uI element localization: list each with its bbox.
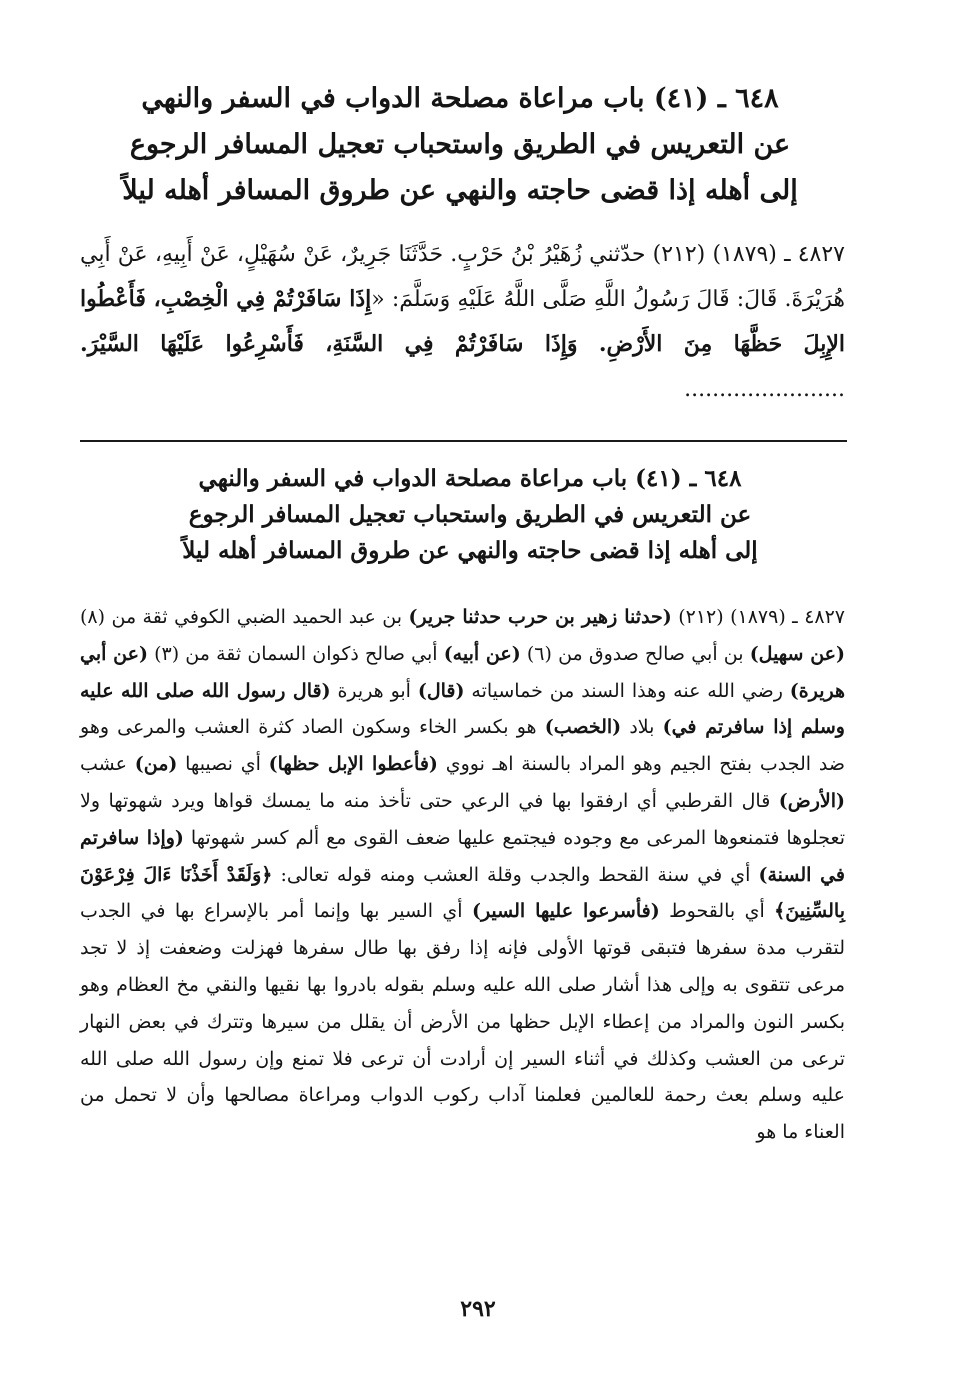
hadith-chain: ٤٨٢٧ ـ (١٨٧٩) (٢١٢) حدّثني زُهَيْرُ بْنُ حَرْبٍ. حَدَّثَنَا جَرِيرٌ، عَنْ سُهَيْلٍ، عَنْ أَبِيهِ، عَنْ أَبِي هُرَيْرَةَ. قَالَ: قَالَ رَسُولُ اللَّهِ صَلَّى اللَّهُ عَلَيْهِ وَسَلَّمَ: « <box>80 242 845 312</box>
commentary-quote: (الخصب) <box>544 716 622 739</box>
chapter-heading <box>110 76 810 214</box>
section-divider <box>80 440 847 442</box>
heading-line: عن التعريس في الطريق واستحباب تعجيل المسافر الرجوع <box>129 129 791 160</box>
hadith-text <box>80 232 845 412</box>
commentary-quote: (عن سهيل) <box>749 642 846 665</box>
commentary-segment: ٤٨٢٧ ـ (١٨٧٩) (٢١٢) <box>671 606 846 628</box>
commentary-segment: أي بالقحوط <box>659 900 775 923</box>
commentary-segment: أي في سنة القحط والجدب وقلة العشب ومنه قوله تعالى: <box>272 863 759 886</box>
commentary-quote: (الأرض) <box>778 789 845 812</box>
commentary-quote: (فأسرعوا عليها السير) <box>471 900 660 923</box>
commentary-quote: (من) <box>134 753 178 776</box>
page-number: ٢٩٢ <box>460 1296 496 1322</box>
commentary-segment: عشب <box>80 753 135 776</box>
commentary-heading <box>160 461 780 569</box>
commentary-segment: أبي صالح ذكوان السمان ثقة من (٣) <box>147 642 444 665</box>
commentary-quote: ﴿وَلَقَدْ أَخَذْنَا ءَالَ فِرْعَوْنَ بِالسِّنِينَ﴾ <box>80 863 845 923</box>
commentary-segment: بن عبد الحميد الضبي الكوفي ثقة من (٨) <box>80 606 409 628</box>
heading-line: ٦٤٨ ـ (٤١) باب مراعاة مصلحة الدواب في السفر والنهي <box>198 465 742 492</box>
commentary-segment: أبو هريرة <box>330 679 418 702</box>
commentary-quote: (قال رسول الله صلى الله عليه وسلم إذا سافرتم في) <box>80 679 845 739</box>
commentary-quote: (عن أبيه) <box>443 642 521 665</box>
commentary-quote: (قال) <box>417 679 465 702</box>
commentary-segment: بلاد <box>621 716 663 739</box>
commentary-segment: أي السير بها وإنما أمر بالإسراع بها في الجدب لتقرب مدة سفرها فتبقى قوتها الأولى فإنه إذا رفق بها طال سفرها فهزلت وضعفت إذ لا تجد مرعى تتقوى به وإلى هذا أشار صلى الله عليه وسلم بقوله بادروا بها نقيها والنقي مخ العظام وهو بكسر النون والمراد من إعطاء الإبل حظها من الأرض أن يقلل من سيرها وتترك في بعض النهار ترعى من العشب وكذلك في أثناء السير إن أرادت أن ترعى فلا تمنع وإن رسول الله صلى الله عليه وسلم بعث رحمة للعالمين فعلمنا آداب ركوب الدواب ومراعاة مصالحها وأن لا تحمل من العناء ما هو <box>80 900 845 1144</box>
commentary-quote: (وإذا سافرتم في السنة) <box>80 826 845 886</box>
heading-line: إلى أهله إذا قضى حاجته والنهي عن طروق المسافر أهله ليلاً <box>182 537 758 564</box>
commentary-segment: رضي الله عنه وهذا السند من خماسياته <box>464 679 790 702</box>
commentary-quote: (فأعطوا الإبل حظها) <box>268 753 438 776</box>
heading-line: إلى أهله إذا قضى حاجته والنهي عن طروق المسافر أهله ليلاً <box>122 175 798 206</box>
commentary-text <box>80 599 845 1151</box>
commentary-quote: (حدثنا زهير بن حرب حدثنا جرير) <box>408 606 672 628</box>
hadith-matn: إِذَا سَافَرْتُمْ فِي الْخِصْبِ، فَأَعْطُوا الإِبِلَ حَظَّهَا مِنَ الأَرْضِ. وَإِذَا سَافَرْتُمْ فِي السَّنَةِ، فَأَسْرِعُوا عَلَيْهَا السَّيْرَ. <box>80 286 845 357</box>
commentary-segment: بن أبي صالح صدوق من (٦) <box>520 642 750 665</box>
heading-line: عن التعريس في الطريق واستحباب تعجيل المسافر الرجوع <box>188 501 752 528</box>
hadith-ellipsis: ....................... <box>684 377 845 402</box>
commentary-segment: هو بكسر الخاء وسكون الصاد كثرة العشب والمرعى وهو ضد الجدب بفتح الجيم وهو المراد بالسنة اهـ نووي <box>80 716 845 776</box>
commentary-quote: (عن أبي هريرة) <box>80 642 845 702</box>
commentary-segment: قال القرطبي أي ارفقوا بها في الرعي حتى تأخذ منه ما يمسك قواها ويرد شهوتها ولا تعجلوها فتمنعوها المرعى مع وجوده فيجتمع عليها ضعف القوى مع ألم كسر شهوتها <box>80 789 845 849</box>
heading-line: ٦٤٨ ـ (٤١) باب مراعاة مصلحة الدواب في السفر والنهي <box>141 83 779 114</box>
commentary-segment: أي نصيبها <box>177 753 269 776</box>
